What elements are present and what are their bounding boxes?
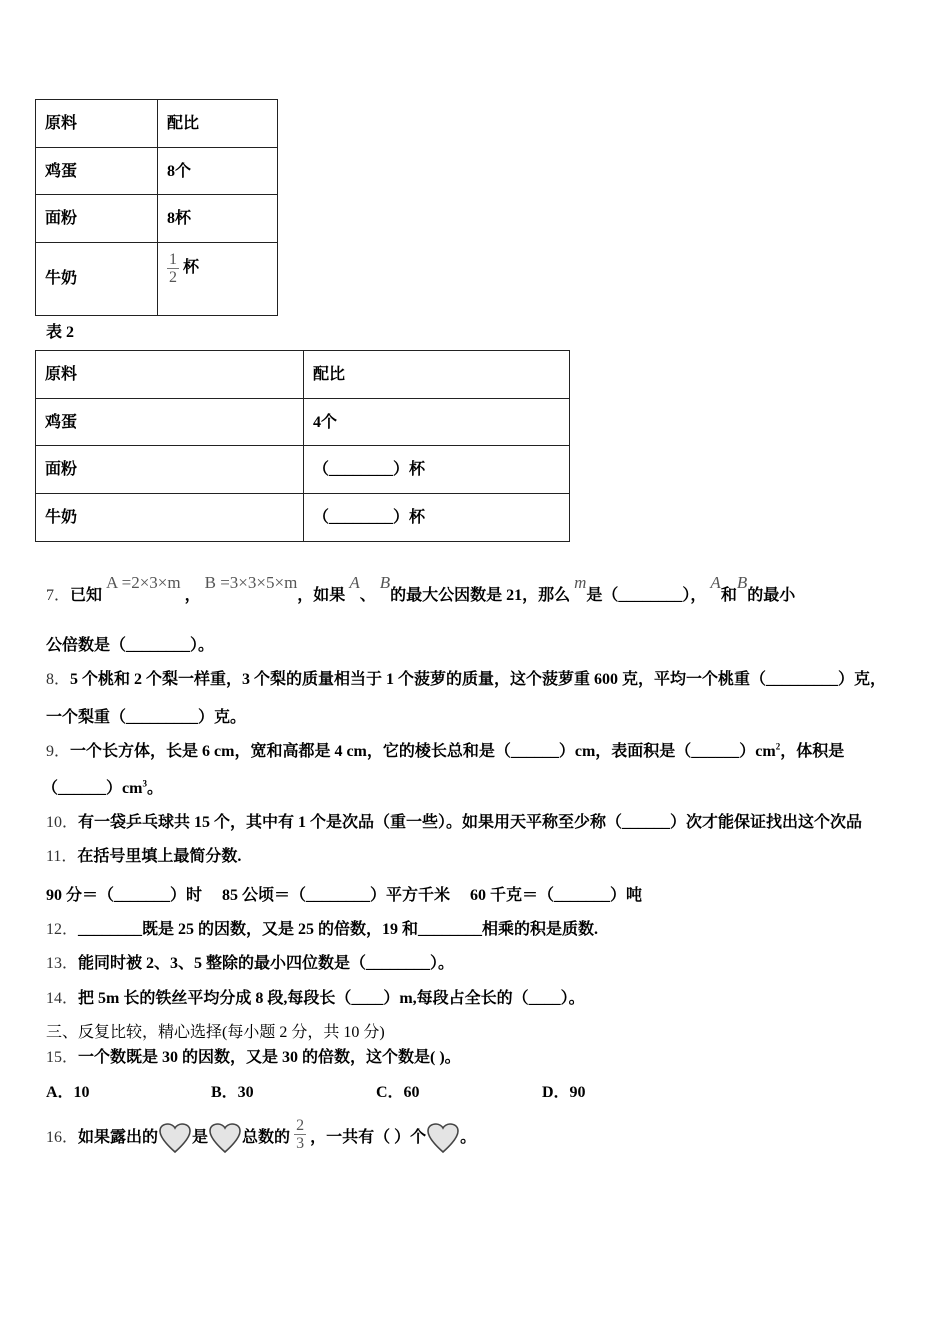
table2-cell-value: 4个 <box>304 399 570 446</box>
question-13 <box>46 950 454 973</box>
q7-text: ，如果 <box>297 587 346 604</box>
table2-cell-name: 面粉 <box>36 446 304 494</box>
q9-answer-blank[interactable]: （______）cm <box>42 780 143 797</box>
q7-text: 的最大公因数是 21，那么 <box>390 587 571 604</box>
heart-icon <box>208 1122 242 1154</box>
table2-header-ratio: 配比 <box>304 351 570 399</box>
superscript: 2 <box>775 741 781 752</box>
math-var-a: A <box>710 573 721 592</box>
q7-text: 已知 <box>70 587 103 604</box>
q14-text[interactable]: 把 5m 长的铁丝平均分成 8 段,每段长（____）m,每段占全长的（____）。 <box>78 990 585 1007</box>
q11-text: 在括号里填上最简分数. <box>77 848 242 865</box>
question-number: 13． <box>46 955 79 972</box>
fraction-numerator: 2 <box>296 1116 305 1134</box>
q16-text: 总数的 <box>242 1129 291 1146</box>
q7-line2[interactable]: 公倍数是（________）。 <box>46 637 215 654</box>
table1-cell-name: 鸡蛋 <box>36 148 158 195</box>
question-number: 7． <box>46 587 71 604</box>
q7-text: 的最小 <box>747 587 796 604</box>
math-var-b: B <box>379 573 391 592</box>
punctuation: 。 <box>460 1129 477 1146</box>
question-number: 14． <box>46 990 79 1007</box>
question-10 <box>46 809 862 832</box>
q9-text[interactable]: 一个长方体，长是 6 cm，宽和高都是 4 cm，它的棱长总和是（______）cm，表面积是（______）cm <box>70 743 776 760</box>
option-d[interactable]: D．90 <box>542 1084 586 1101</box>
q16-text: 如果露出的 <box>78 1129 159 1146</box>
fraction-numerator: 1 <box>169 251 177 268</box>
question-16 <box>46 1118 476 1158</box>
q9-line2 <box>42 775 163 798</box>
q7-answer-blank[interactable]: 是（________）， <box>586 587 707 604</box>
table1-cell-name: 面粉 <box>36 195 158 243</box>
table2-answer-blank[interactable]: （________）杯 <box>304 494 570 542</box>
table1-cell-name: 牛奶 <box>36 243 158 316</box>
punctuation: 、 <box>359 587 376 604</box>
q11-items <box>46 882 642 905</box>
table2-answer-blank[interactable]: （________）杯 <box>304 446 570 494</box>
question-14 <box>46 985 585 1008</box>
table1-header-ratio: 配比 <box>158 100 278 148</box>
question-12 <box>46 916 598 939</box>
question-number: 9． <box>46 743 71 760</box>
math-expression-a: A =2×3×m <box>106 573 181 592</box>
section-3-title: 三、反复比较，精心选择(每小题 2 分，共 10 分) <box>46 1024 385 1041</box>
q16-answer-blank[interactable]: ，一共有（ ）个 <box>310 1129 427 1146</box>
heart-icon <box>426 1122 460 1154</box>
table1-header-ingredient: 原料 <box>36 100 158 148</box>
recipe-table-2 <box>35 350 570 542</box>
question-number: 15． <box>46 1049 79 1066</box>
question-number: 12． <box>46 921 79 938</box>
q13-text[interactable]: 能同时被 2、3、5 整除的最小四位数是（________）。 <box>78 955 455 972</box>
question-8 <box>46 666 886 689</box>
heart-icon <box>158 1122 192 1154</box>
question-number: 11． <box>46 848 78 865</box>
superscript: 3 <box>142 778 147 789</box>
q11-item[interactable]: 60 千克＝（_______）吨 <box>470 887 643 904</box>
q8-text[interactable]: 5 个桃和 2 个梨一样重，3 个梨的质量相当于 1 个菠萝的质量，这个菠萝重 600 克，平均一个桃重（_________）克， <box>70 671 887 688</box>
table2-header-ingredient: 原料 <box>36 351 304 399</box>
math-var-a: A <box>349 573 360 592</box>
q11-item[interactable]: 90 分＝（_______）时 <box>46 887 203 904</box>
question-number: 10． <box>46 814 79 831</box>
q11-item[interactable]: 85 公顷＝（________）平方千米 <box>222 887 451 904</box>
math-expression-b: B =3×3×5×m <box>204 573 298 592</box>
math-var-b: B <box>736 573 748 592</box>
recipe-table-1 <box>35 99 278 316</box>
question-number: 8． <box>46 671 71 688</box>
table1-cell-value <box>158 243 278 316</box>
fraction <box>167 251 179 286</box>
q12-text[interactable]: ________既是 25 的因数，又是 25 的倍数，19 和________相乘的积是质数. <box>78 921 599 938</box>
table2-caption: 表 2 <box>46 324 75 341</box>
q9-text: ，体积是 <box>780 743 845 760</box>
question-9 <box>46 738 844 761</box>
table1-cell-value: 8个 <box>158 148 278 195</box>
table2-cell-name: 牛奶 <box>36 494 304 542</box>
question-number: 16． <box>46 1129 79 1146</box>
fraction-denominator: 3 <box>296 1134 305 1152</box>
table2-cell-name: 鸡蛋 <box>36 399 304 446</box>
fraction <box>294 1117 306 1152</box>
question-15 <box>46 1044 461 1067</box>
option-b[interactable]: B．30 <box>211 1084 254 1101</box>
q7-text: 和 <box>720 587 737 604</box>
option-a[interactable]: A．10 <box>46 1084 90 1101</box>
q15-text: 一个数既是 30 的因数，又是 30 的倍数，这个数是( )。 <box>78 1049 461 1066</box>
fraction-denominator: 2 <box>169 269 177 286</box>
punctuation: 。 <box>146 780 163 797</box>
math-var-m: m <box>574 573 587 592</box>
punctuation: ， <box>184 587 201 604</box>
q16-text: 是 <box>192 1129 209 1146</box>
q10-text[interactable]: 有一袋乒乓球共 15 个，其中有 1 个是次品（重一些）。如果用天平称至少称（______）次才能保证找出这个次品 <box>78 814 863 831</box>
question-7 <box>46 573 796 605</box>
question-11 <box>46 843 241 866</box>
unit: 杯 <box>183 259 200 277</box>
table1-cell-value: 8杯 <box>158 195 278 243</box>
q8-line2[interactable]: 一个梨重（_________）克。 <box>46 709 247 726</box>
option-c[interactable]: C．60 <box>376 1084 420 1101</box>
